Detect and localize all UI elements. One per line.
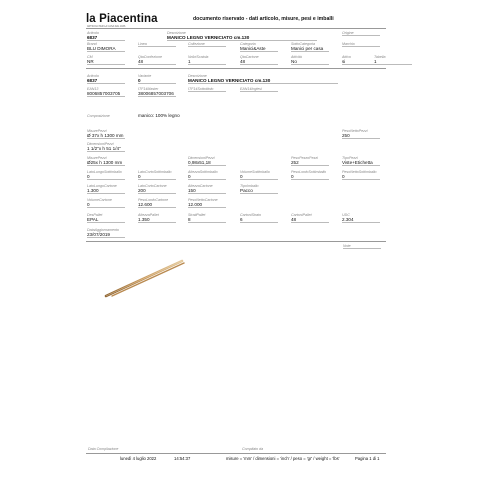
field-origine: Origine — [342, 31, 380, 36]
footer-compiled-label: Compilato da — [242, 447, 264, 451]
field-strati-pallet: StratiPallet 8 — [188, 213, 226, 223]
field-misure-pezzi: MisurePezzi Ø 37x h 1300 mm — [87, 129, 124, 138]
field-dimensioni-pezzi: DimensioniPezzi 1 1/2"x h 51 1/4" — [87, 142, 125, 152]
field-itf14-master: ITF14Master 38006857003706 — [138, 87, 176, 97]
brand-tagline: ARTICOLI PER LA CASA DAL 1936 — [87, 25, 126, 28]
field-linea: Linea — [138, 42, 176, 47]
field-articolo-variant: Articolo 6837 — [87, 74, 125, 84]
field-lato-corto-sottimballo: LatoCortoSottimballo 0 — [138, 170, 176, 180]
field-peso-lordo-sottimballo: PesoLordoSottimballo 0 — [291, 170, 329, 180]
field-sottocategoria: SottoCategoria Manici per casa — [291, 42, 329, 52]
section-divider-bottom — [86, 241, 386, 242]
field-variante: Variante 0 — [138, 74, 176, 84]
field-ean13: EAN13 8006857003705 — [87, 87, 125, 97]
field-peso-lordo-cartone: PesoLordoCartone 12.600 — [138, 198, 176, 208]
field-attivita: Attività No — [291, 55, 329, 65]
field-qta-cartone: QtaCartone 48 — [240, 55, 278, 65]
brand-logo: la Piacentina — [86, 13, 158, 25]
field-composizione-label: Composizione — [87, 114, 110, 118]
footer-units: misure = 'mm' / dimensioni = 'inch' / peso = 'gr' / weight = 'lbs' — [226, 456, 340, 461]
field-marchio: Marchio — [342, 42, 380, 47]
field-data-aggiornamento: DataAggiornamento 23/07/2019 — [87, 228, 125, 238]
section-divider — [86, 68, 386, 69]
field-articolo: Articolo 6837 — [87, 31, 125, 41]
field-peso-netto-cartone: PesoNettoCartone 12.000 — [188, 198, 226, 208]
field-peso-netto-sottimballo: PesoNettoSottimballo 0 — [342, 170, 380, 180]
field-altezza-cartone: AltezzaCartone 150 — [188, 184, 226, 194]
field-volume-sottimballo: VolumeSottimballo 0 — [240, 170, 278, 180]
field-nr-art-scatola: NrArtScatola 1 — [188, 55, 226, 65]
field-udc: UDC 2.304 — [342, 213, 380, 223]
field-categoria: Categoria Manici&Aste — [240, 42, 278, 52]
field-ean14-inglesi: EAN14Inglesi — [240, 87, 278, 92]
field-dimensioni-pezzi-inch: DimensioniPezzi 0,98x51,18 — [188, 156, 226, 166]
field-qta-confezione: QtaConfezione 48 — [138, 55, 176, 65]
field-descrizione-variant: Descrizione MANICO LEGNO VERNICIATO cm.130 — [188, 74, 338, 84]
field-brand: Brand BLU DIMORA — [87, 42, 125, 52]
field-lato-corto-cartone: LatoCortoCartone 200 — [138, 184, 176, 194]
field-volume-cartone: VolumeCartone 0 — [87, 198, 125, 208]
field-altezza-sottimballo: AltezzaSottimballo 0 — [188, 170, 226, 180]
field-attivo: Attivo si — [342, 55, 380, 65]
field-peso-netto-pezzi: PesoNettoPezzi 250 — [342, 129, 380, 139]
footer-page: Pagina 1 di 1 — [355, 456, 380, 461]
footer-time: 14:54:37 — [174, 456, 191, 461]
field-cartoni-pallet: CartoniPallet 48 — [291, 213, 329, 223]
field-peso-pezzo: PesoPezzoPezzi 252 — [291, 156, 329, 166]
field-altezza-pallet: AltezzaPallet 1.350 — [138, 213, 176, 223]
product-image — [104, 258, 186, 298]
field-cm: CM NR — [87, 55, 125, 65]
field-misure-pezzi-mm: MisurePezzi Ø25x h 1300 mm — [87, 156, 125, 166]
document-title: documento riservato - dati articolo, misure, pesi e imballi — [193, 16, 334, 22]
field-itf14-sottotitolo: ITF14Sottotitolo — [188, 87, 226, 92]
field-lato-lungo-sottimballo: LatoLungoSottimballo 0 — [87, 170, 125, 180]
field-descrizione: Descrizione MANICO LEGNO VERNICIATO cm.130 — [167, 31, 317, 41]
field-cartoni-strato: CartoniStrato 6 — [240, 213, 278, 223]
field-collezione: Collezione — [188, 42, 226, 47]
field-tipo-imballo: TipoImballo Pacco — [240, 184, 278, 194]
footer-date-label: Data Compilazione — [88, 447, 119, 451]
field-lato-lungo-cartone: LatoLungoCartone 1.300 — [87, 184, 125, 194]
footer-date: lunedì 4 luglio 2022 — [120, 456, 157, 461]
field-tabella: Tabella 1 — [374, 55, 412, 65]
field-des-pallet: DesPallet EPAL — [87, 213, 125, 223]
header-divider — [86, 28, 386, 29]
field-composizione-value: manico: 100% legno — [138, 113, 180, 118]
field-tipo-pezzi: TipoPezzi Viste+Etichetta — [342, 156, 380, 166]
footer-divider — [86, 453, 386, 454]
field-note: Note — [343, 244, 381, 249]
